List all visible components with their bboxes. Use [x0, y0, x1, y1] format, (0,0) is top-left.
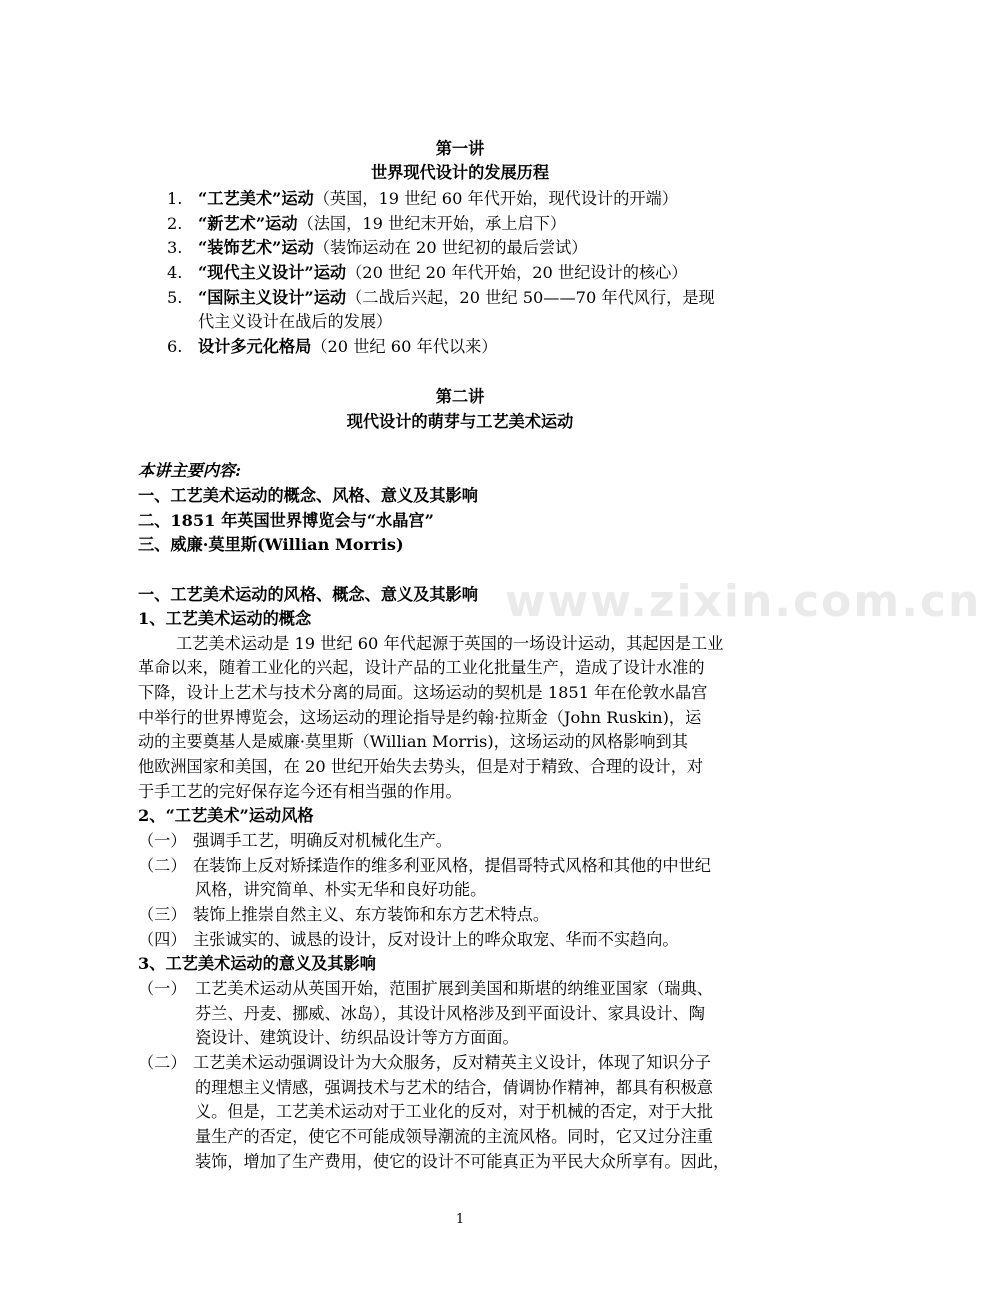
- list-item: [198, 286, 715, 311]
- paragraph-line: 于手工艺的完好保存迄今还有相当强的作用。: [138, 782, 462, 801]
- list-item-text: 的理想主义情感，强调技术与艺术的结合，倩调协作精神，都具有积极意: [195, 1078, 713, 1097]
- paragraph-line: 革命以来，随着工业化的兴起，设计产品的工业化批量生产，造成了设计水准的: [138, 658, 705, 677]
- list-item-label: （一）: [138, 831, 187, 850]
- list-item-title: “装饰艺术”运动: [198, 238, 314, 257]
- paragraph-line: 动的主要奠基人是威廉·莫里斯（Willian Morris)，这场运动的风格影响到其: [138, 732, 688, 751]
- list-item-number: 3.: [167, 238, 183, 257]
- list-item: [198, 212, 566, 237]
- list-item-text: 工艺美术运动强调设计为大众服务，反对精英主义设计，体现了知识分子: [193, 1053, 711, 1072]
- contents-item: 二、1851 年英国世界博览会与“水晶宫”: [138, 511, 434, 530]
- list-item: [198, 236, 587, 261]
- paragraph-line: 下降，设计上艺术与技术分离的局面。这场运动的契机是 1851 年在伦敦水晶宫: [138, 683, 708, 702]
- list-item-label: （二）: [138, 856, 187, 875]
- list-item-number: 4.: [167, 263, 183, 282]
- list-item-continuation: 代主义设计在战后的发展）: [198, 312, 393, 331]
- list-item-text: 风格，讲究简单、朴实无华和良好功能。: [195, 880, 487, 899]
- contents-item: 一、工艺美术运动的概念、风格、意义及其影响: [138, 486, 478, 505]
- list-item: [198, 187, 678, 212]
- contents-item: 三、威廉·莫里斯(Willian Morris): [138, 535, 404, 554]
- lecture1-title: 第一讲: [435, 139, 485, 158]
- paragraph-line: 中举行的世界博览会，这场运动的理论指导是约翰·拉斯金（John Ruskin)，运: [138, 708, 702, 727]
- list-item-note: （英国，19 世纪 60 年代开始，现代设计的开端）: [313, 189, 678, 208]
- list-item-label: （二）: [138, 1053, 187, 1072]
- list-item-note: （二战后兴起，20 世纪 50——70 年代风行，是现: [346, 288, 715, 307]
- list-item: [198, 335, 497, 360]
- list-item-text: 芬兰、丹麦、挪威、冰岛），其设计风格涉及到平面设计、家具设计、陶: [195, 1004, 705, 1023]
- page-number: 1: [455, 1212, 465, 1227]
- lecture2-title: 第二讲: [435, 387, 485, 406]
- list-item-text: 义。但是，工艺美术运动对于工业化的反对，对于机械的否定，对于大批: [195, 1102, 713, 1121]
- subsection-heading: 3、工艺美术运动的意义及其影响: [138, 954, 376, 973]
- list-item-title: “新艺术”运动: [198, 214, 298, 233]
- list-item-number: 5.: [167, 288, 183, 307]
- list-item-number: 1.: [167, 189, 183, 208]
- paragraph-line: 工艺美术运动是 19 世纪 60 年代起源于英国的一场设计运动，其起因是工业: [176, 634, 724, 653]
- list-item-text: 装饰上推崇自然主义、东方装饰和东方艺术特点。: [193, 905, 550, 924]
- list-item-text: 在装饰上反对矫揉造作的维多利亚风格，提倡哥特式风格和其他的中世纪: [193, 856, 711, 875]
- list-item-text: 量生产的否定，使它不可能成领导潮流的主流风格。同时，它又过分注重: [195, 1127, 713, 1146]
- list-item-title: “现代主义设计”运动: [198, 263, 347, 282]
- paragraph-line: 他欧洲国家和美国，在 20 世纪开始失去势头，但是对于精致、合理的设计，对: [138, 757, 704, 776]
- list-item-note: （20 世纪 20 年代开始，20 世纪设计的核心）: [346, 263, 688, 282]
- subsection-heading: 2、“工艺美术”运动风格: [138, 806, 314, 825]
- watermark: www.zixin.com.cn: [505, 576, 981, 627]
- list-item-title: “国际主义设计”运动: [198, 288, 347, 307]
- list-item-note: （20 世纪 60 年代以来）: [311, 337, 498, 356]
- list-item-text: 主张诚实的、诚恳的设计，反对设计上的哗众取宠、华而不实趋向。: [193, 930, 679, 949]
- list-item-title: “工艺美术”运动: [198, 189, 314, 208]
- list-item-number: 2.: [167, 214, 183, 233]
- contents-heading: 本讲主要内容:: [138, 461, 242, 480]
- list-item-text: 工艺美术运动从英国开始，范围扩展到美国和斯堪的纳维亚国家（瑞典、: [195, 979, 713, 998]
- list-item-label: （三）: [138, 905, 187, 924]
- list-item-label: （一）: [138, 979, 187, 998]
- list-item-note: （法国，19 世纪末开始，承上启下）: [297, 214, 567, 233]
- lecture2-subtitle: 现代设计的萌芽与工艺美术运动: [346, 412, 574, 431]
- list-item: [198, 261, 688, 286]
- subsection-heading: 1、工艺美术运动的概念: [138, 609, 312, 628]
- lecture1-subtitle: 世界现代设计的发展历程: [370, 163, 550, 182]
- list-item-label: （四）: [138, 930, 187, 949]
- list-item-text: 强调手工艺，明确反对机械化生产。: [193, 831, 452, 850]
- list-item-title: 设计多元化格局: [198, 337, 312, 356]
- list-item-number: 6.: [167, 337, 183, 356]
- list-item-note: （装饰运动在 20 世纪初的最后尝试）: [313, 238, 588, 257]
- list-item-text: 瓷设计、建筑设计、纺织品设计等方方面面。: [195, 1028, 519, 1047]
- section-heading: 一、工艺美术运动的风格、概念、意义及其影响: [138, 585, 478, 604]
- list-item-text: 装饰，增加了生产费用，使它的设计不可能真正为平民大众所享有。因此，: [195, 1152, 730, 1171]
